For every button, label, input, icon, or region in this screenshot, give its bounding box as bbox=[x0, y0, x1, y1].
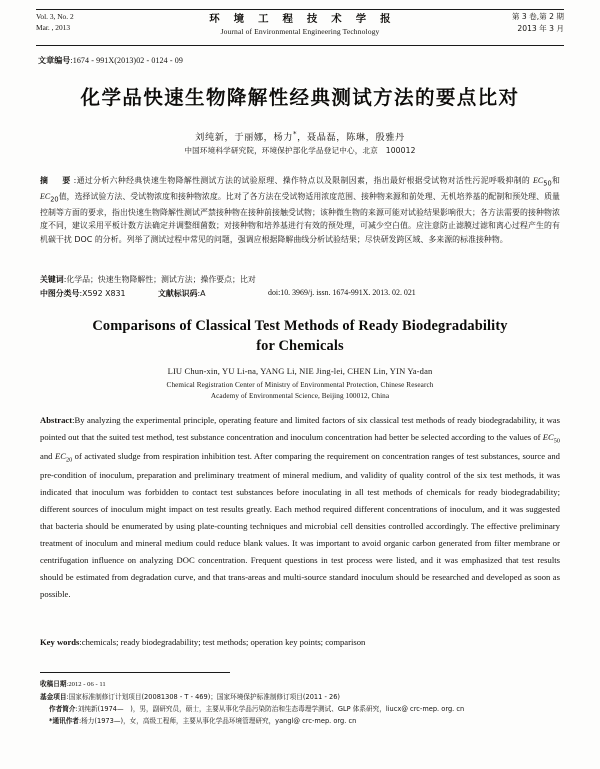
clc-number bbox=[40, 288, 158, 299]
clc-value: :X592 X831 bbox=[79, 289, 126, 298]
abstract-en-part1: :By analyzing the experimental principle, operating feature and limited factors of six classical test methods of ready biodegradability, it was pointed out that the suited test method, test substance concentration and inoculum concentration had better be selected according to the values of bbox=[40, 415, 560, 443]
authors-en: LIU Chun-xin, YU Li-na, YANG Li, NIE Jing-lei, CHEN Lin, YIN Ya-dan bbox=[167, 366, 433, 376]
masthead-volume-en: Vol. 3, No. 2 bbox=[36, 12, 74, 21]
abstract-en-and: and bbox=[40, 451, 55, 462]
masthead-bottom-rule bbox=[36, 45, 564, 46]
document-code-value: :A bbox=[197, 289, 206, 298]
abstract-en-ec20: EC bbox=[54, 451, 66, 462]
article-number bbox=[38, 55, 183, 66]
author-bio-label: 作者简介 bbox=[49, 705, 76, 713]
abstract-en-ec50-sub: 50 bbox=[553, 437, 560, 445]
masthead-volume-cn: 第 3 卷,第 2 期 bbox=[511, 12, 564, 21]
fund-project bbox=[40, 691, 564, 703]
masthead-center bbox=[156, 10, 444, 36]
footnotes bbox=[40, 678, 564, 727]
page-title-cn: 化学品快速生物降解性经典测试方法的要点比对 bbox=[80, 86, 520, 109]
fund-project-value: :国家标准制修订计划项目(20081308 - T - 469)；国家环境保护标准制修订项目(2011 - 26) bbox=[66, 693, 341, 701]
corresponding-author-marker: * bbox=[293, 129, 298, 138]
authors-cn bbox=[0, 129, 600, 143]
keywords-cn bbox=[40, 274, 560, 285]
authors-cn-prefix: 刘纯新，于丽娜，杨力 bbox=[195, 132, 294, 143]
doi-value: doi:10. 3969/j. issn. 1674-991X. 2013. 02. 021 bbox=[268, 288, 416, 297]
corresponding-author bbox=[40, 715, 564, 727]
keywords-en-value: :chemicals; ready biodegradability; test methods; operation key points; comparison bbox=[79, 637, 366, 647]
fund-project-label: 基金项目 bbox=[40, 693, 67, 701]
document-code bbox=[158, 288, 268, 299]
document-code-label: 文献标识码 bbox=[158, 289, 198, 298]
article-number-label: 文章编号 bbox=[38, 56, 71, 65]
abstract-cn-ec50-sub: 50 bbox=[543, 179, 552, 188]
abstract-en-label: Abstract bbox=[40, 415, 73, 425]
keywords-en bbox=[40, 637, 560, 647]
abstract-cn-ec20: EC bbox=[40, 191, 51, 201]
abstract-cn-ec20-sub: 20 bbox=[50, 195, 59, 204]
masthead-date-cn: 2013 年 3 月 bbox=[517, 23, 564, 33]
abstract-cn-label: 摘 要 bbox=[40, 176, 74, 185]
author-bio bbox=[40, 703, 564, 715]
footnote-divider bbox=[40, 672, 230, 673]
abstract-en bbox=[40, 412, 560, 603]
affiliation-en bbox=[70, 380, 530, 402]
abstract-cn-text-1: :通过分析六种经典快速生物降解性测试方法的试验原理、操作特点以及限制因素，指出最好根据受试物对活性污泥呼吸抑制的 bbox=[73, 176, 534, 185]
abstract-en-ec20-sub: 20 bbox=[65, 456, 73, 464]
masthead-date-en: Mar. , 2013 bbox=[36, 23, 71, 33]
keywords-en-label: Key words bbox=[40, 637, 80, 647]
masthead-left bbox=[36, 11, 156, 34]
affiliation-cn: 中国环境科学研究院，环境保护部化学品登记中心，北京 100012 bbox=[184, 146, 416, 155]
page-title-en bbox=[60, 316, 540, 357]
abstract-en-ec50: EC bbox=[542, 432, 554, 443]
masthead-right bbox=[444, 11, 564, 35]
corresponding-author-label: *通讯作者 bbox=[49, 717, 79, 725]
author-bio-value: :刘纯新(1974— )，男，副研究员，硕士，主要从事化学品污染防治和生态毒理学测试、GLP 体系研究，liucx@ crc-mep. org. cn bbox=[75, 705, 465, 713]
received-date bbox=[40, 678, 564, 691]
affiliation-en-line2: Academy of Environmental Science, Beijing 100012, China bbox=[210, 391, 390, 400]
abstract-cn bbox=[40, 174, 560, 247]
received-date-value: :2012 - 06 - 11 bbox=[66, 681, 106, 688]
keywords-cn-value: :化学品；快速生物降解性；测试方法；操作要点；比对 bbox=[63, 275, 256, 284]
keywords-cn-label: 关键词 bbox=[40, 275, 64, 284]
page-title-en-line2: for Chemicals bbox=[256, 338, 344, 355]
classification-line bbox=[40, 288, 560, 299]
masthead bbox=[36, 11, 564, 36]
page-title-en-line1: Comparisons of Classical Test Methods of Ready Biodegradability bbox=[92, 318, 508, 334]
abstract-en-part2: of activated sludge from respiration inhibition test. After comparing the requirement on concentration ranges of test substances, source and pre-condition of inoculum, preparation and preliminary treatment of mineral medium, and validity of quality control of the six test methods, it was indicated that inoculum was forbidden to contact test substances before inoculating in all test methods of chemicals for ready biodegradability; different sources of inoculum might impact on test results greatly. Each method required different concentrations of inoculum, and it was suggested that bacteria should be enumerated by using plate-counting techniques and microbial cell densities controlled accordingly. The effective preliminary treatment of inoculum and mineral medium could reduce blank values. It was important to avoid organic carbon generated from filter membrane or centrifugation influence on analyzing DOC concentration. Frequent questions in test process were listed, and it was emphasized that test results should be estimated from degradation curve, and that trans-areas and multi-source standard inoculum should be researched and developed as soon as possible. bbox=[40, 451, 560, 600]
received-date-label: 收稿日期 bbox=[40, 680, 67, 688]
abstract-cn-text-3: 值，选择试验方法、受试物浓度和接种物浓度。比对了各方法在受试物适用浓度范围、接种物来源和前处理、无机培养基的配制和预处理、质量控制等方面的要求，指出快速生物降解性测试严禁接种物在接种前接触受试物；该种微生物的来源可能对试验结果影响很大；各方法需要的接种物浓度不同，建议采用平板计数方法确定并调整细菌数；对接种物和培养基进行有效的预处理，可减少空白值。应注意防止滤膜过滤和离心过程产生的有机碳干扰 DOC 的分析。列举了测试过程中常见的问题，强调应根据降解曲线分析试验结果；尽快研发跨区域、多来源的标准接种物。 bbox=[40, 191, 560, 244]
article-number-value: :1674 - 991X(2013)02 - 0124 - 09 bbox=[70, 56, 183, 65]
abstract-cn-ec50: EC bbox=[533, 176, 544, 185]
abstract-cn-text-2: 和 bbox=[551, 176, 560, 185]
journal-title-cn: 环 境 工 程 技 术 学 报 bbox=[209, 13, 396, 25]
authors-cn-suffix: ，聂晶磊，陈琳，殷雅丹 bbox=[297, 132, 405, 143]
corresponding-author-value: :杨力(1973—)，女，高级工程师，主要从事化学品环境管理研究，yangl@ crc-mep. org. cn bbox=[78, 717, 357, 725]
clc-label: 中图分类号 bbox=[40, 289, 80, 298]
affiliation-en-line1: Chemical Registration Center of Ministry of Environmental Protection, Chinese Research bbox=[166, 381, 434, 389]
journal-title-en: Journal of Environmental Engineering Technology bbox=[220, 26, 380, 36]
